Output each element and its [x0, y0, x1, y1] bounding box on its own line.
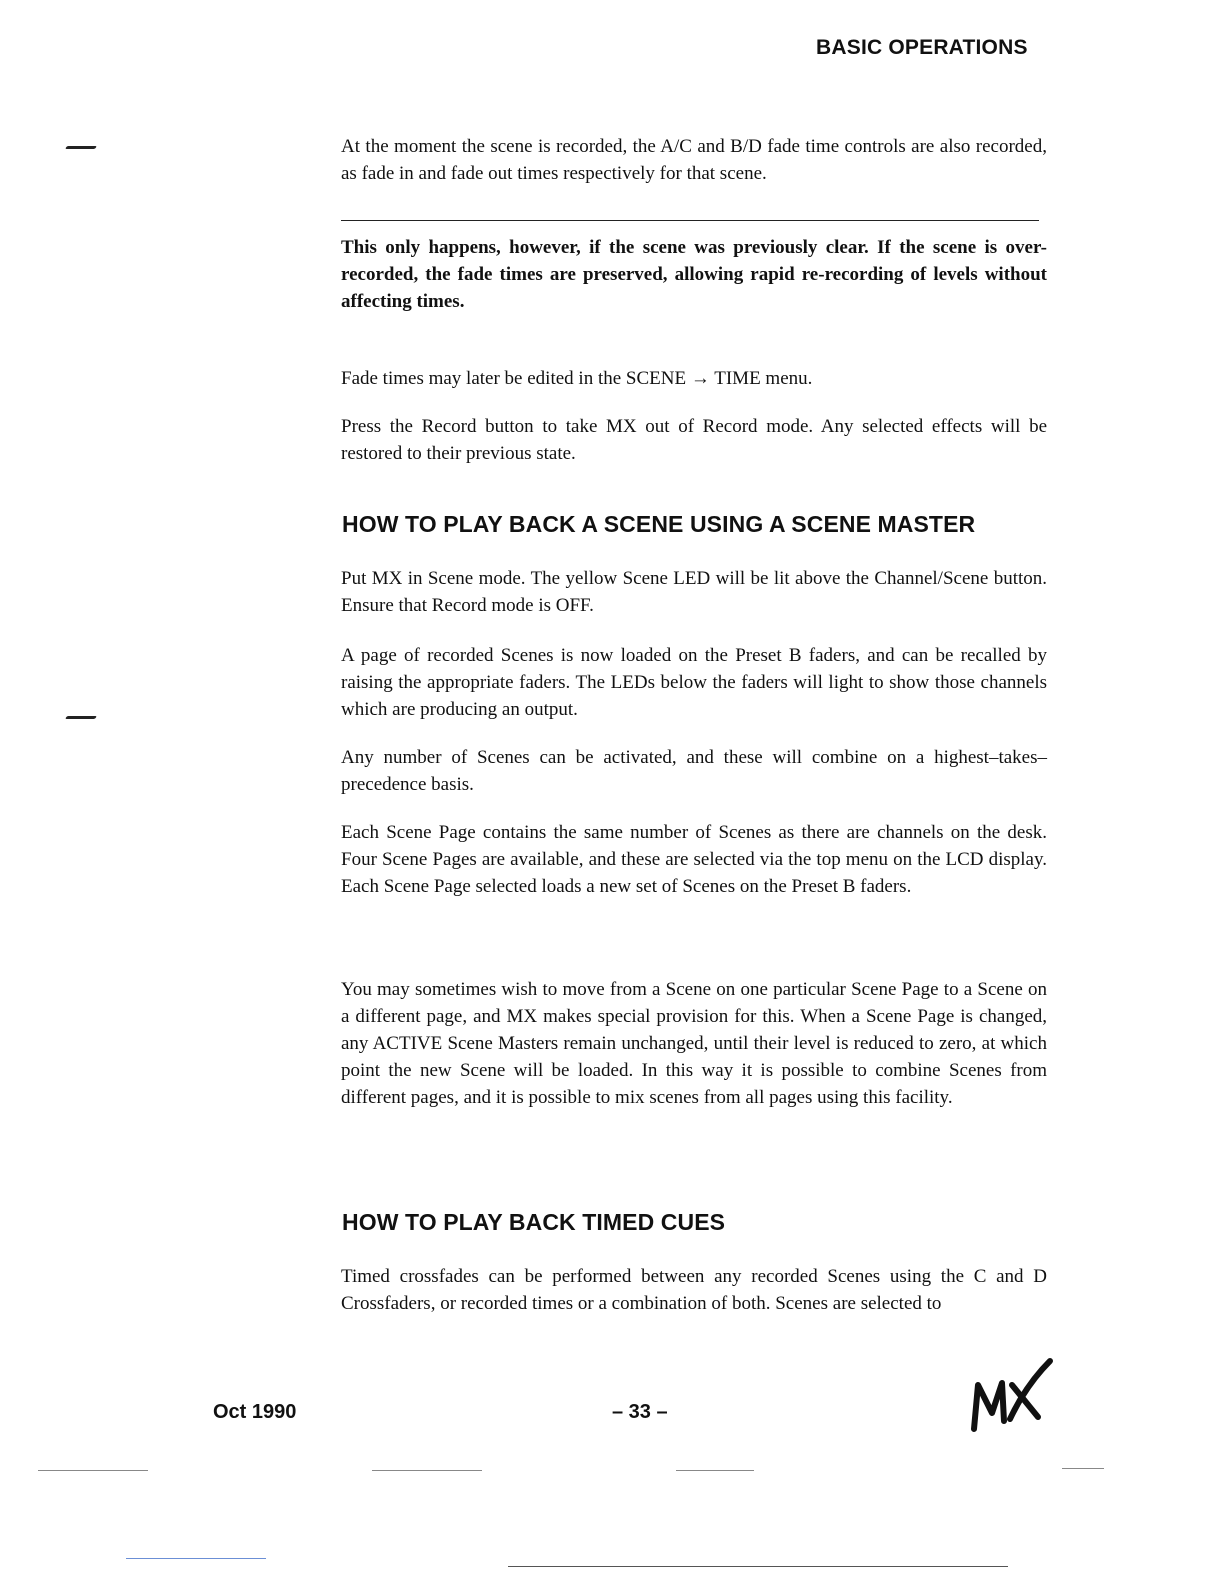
paragraph-fade-edit: Fade times may later be edited in the SCENE → TIME menu.: [341, 368, 813, 389]
paragraph-scene-pages: Each Scene Page contains the same number of Scenes as there are channels on the desk. Four Scene Pages are available, and these are selected via the top menu on the LCD display. Each Scene Page selected loads a new set of Scenes on the Preset B faders.: [341, 822, 1047, 897]
paragraph-over-record-note: This only happens, however, if the scene was previously clear. If the scene is over-recorded, the fade times are preserved, allowing rapid re-recording of levels without affecting times.: [341, 237, 1047, 312]
scan-artifact-line: [676, 1470, 754, 1471]
paragraph-record-button: Press the Record button to take MX out of Record mode. Any selected effects will be restored to their previous state.: [341, 416, 1047, 464]
heading-timed-cues: HOW TO PLAY BACK TIMED CUES: [342, 1209, 726, 1235]
scan-artifact-blue-line: [126, 1558, 266, 1559]
scan-artifact-line: [372, 1470, 482, 1471]
footer-date: Oct 1990: [213, 1401, 297, 1423]
section-divider: [341, 220, 1039, 221]
mx-logo: [966, 1355, 1056, 1440]
paragraph-activated-scenes: Any number of Scenes can be activated, and these will combine on a highest–takes–precedence basis.: [341, 747, 1047, 795]
margin-mark-middle: [65, 716, 97, 719]
margin-mark-top: [65, 146, 97, 149]
paragraph-fade-recording: At the moment the scene is recorded, the A/C and B/D fade time controls are also recorded, as fade in and fade out times respectively for that scene.: [341, 136, 1047, 184]
footer-page-number: – 33 –: [612, 1401, 668, 1423]
scan-artifact-bottom-line: [508, 1566, 1008, 1567]
heading-scene-master: HOW TO PLAY BACK A SCENE USING A SCENE MASTER: [342, 511, 976, 537]
scan-artifact-line: [1062, 1468, 1104, 1469]
mx-logo-icon: [966, 1355, 1056, 1435]
scan-artifact-line: [38, 1470, 148, 1471]
paragraph-move-scene: You may sometimes wish to move from a Scene on one particular Scene Page to a Scene on a different page, and MX makes special provision for this. When a Scene Page is changed, any ACTIVE Scene Masters remain unchanged, until their level is reduced to zero, at which point the new Scene will be loaded. In this way it is possible to combine Scenes from different pages, and it is possible to mix scenes from all pages using this facility.: [341, 979, 1047, 1108]
paragraph-preset-b: A page of recorded Scenes is now loaded on the Preset B faders, and can be recalled by raising the appropriate faders. The LEDs below the faders will light to show those channels which are producing an output.: [341, 645, 1047, 720]
page-header-title: BASIC OPERATIONS: [816, 36, 1028, 59]
paragraph-scene-mode: Put MX in Scene mode. The yellow Scene LED will be lit above the Channel/Scene button. Ensure that Record mode is OFF.: [341, 568, 1047, 616]
paragraph-timed-crossfades: Timed crossfades can be performed between any recorded Scenes using the C and D Crossfaders, or recorded times or a combination of both. Scenes are selected to: [341, 1266, 1047, 1314]
